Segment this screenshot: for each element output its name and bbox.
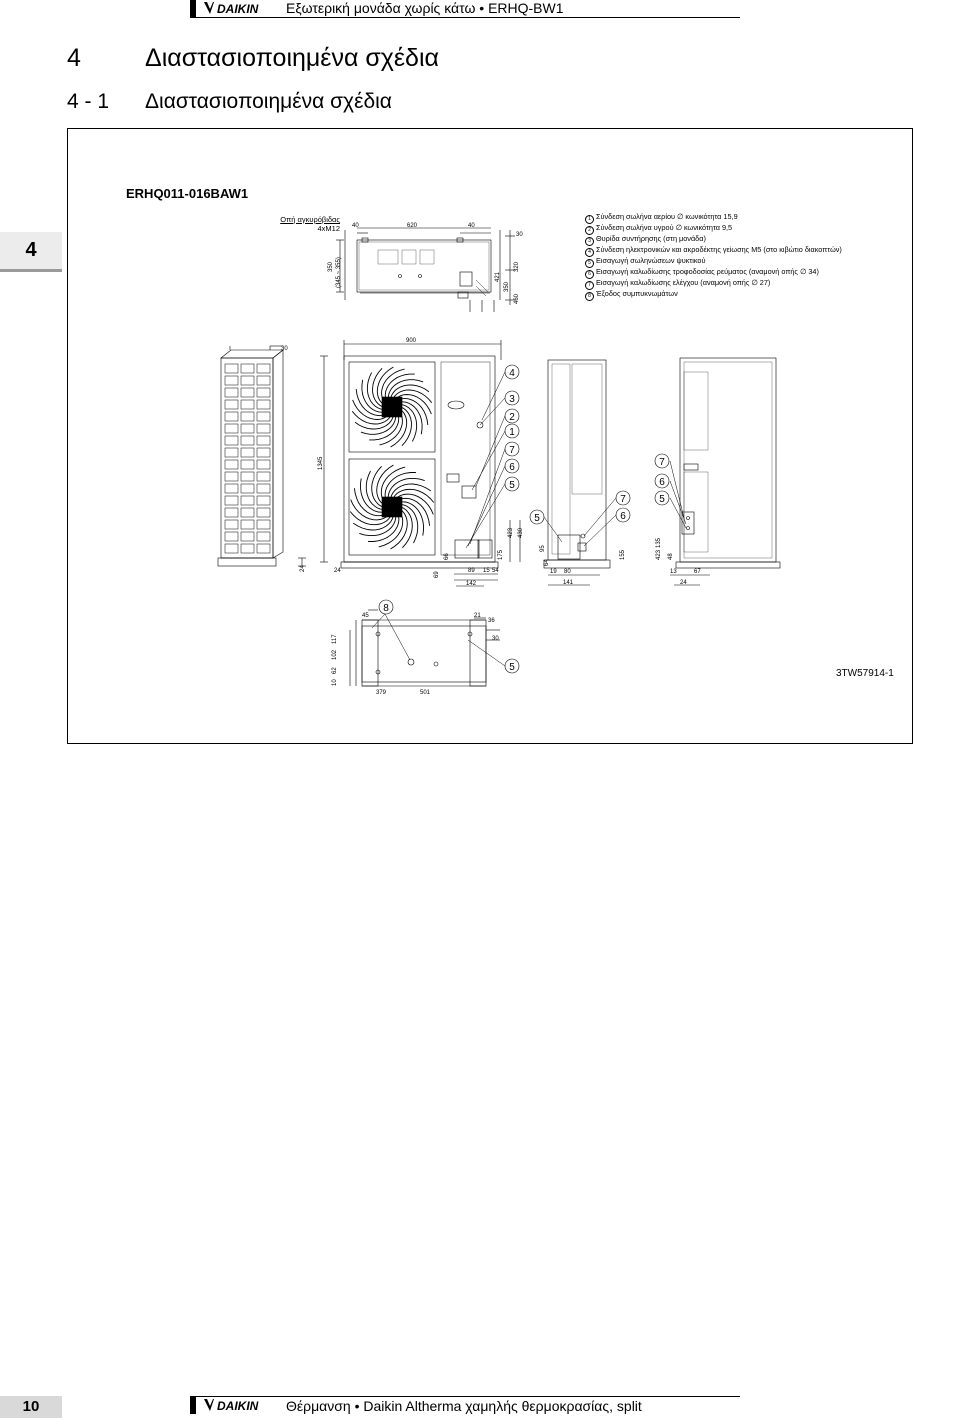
dim-label: 141 xyxy=(563,580,574,586)
dim-label: 19 xyxy=(550,569,557,575)
svg-text:2: 2 xyxy=(509,412,515,423)
callout-4 xyxy=(505,365,519,379)
anchor-hole-label: Οπή αγκυρόβιδας xyxy=(280,215,340,224)
dim-label: 117 xyxy=(332,634,338,644)
dim-label: 379 xyxy=(376,690,387,696)
page-footer xyxy=(190,1396,740,1414)
back-view xyxy=(656,358,780,586)
dim-label: 36 xyxy=(488,618,495,624)
dim-label: 430 xyxy=(518,527,524,538)
dim-label: 67 xyxy=(694,569,701,575)
callout-8 xyxy=(379,600,393,614)
callout-3 xyxy=(505,391,519,405)
section-title: Διαστασιοποιημένα σχέδια xyxy=(145,44,439,72)
legend-item: 6 Εισαγωγή καλωδίωσης τροφοδοσίας ρεύματος (αναμονή οπής ∅ 34) xyxy=(585,268,842,279)
svg-text:DAIKIN: DAIKIN xyxy=(217,2,259,15)
dim-label: 40 xyxy=(468,223,475,229)
dim-label: 1345 xyxy=(318,456,324,470)
svg-text:1: 1 xyxy=(509,427,515,438)
dim-label: 142 xyxy=(466,581,477,587)
svg-text:6: 6 xyxy=(509,462,515,473)
svg-text:5: 5 xyxy=(509,662,515,673)
dim-label: 421 xyxy=(495,271,501,282)
drawing-reference: 3TW57914-1 xyxy=(836,668,894,679)
page-number: 10 xyxy=(0,1396,62,1418)
dim-label: 24 xyxy=(334,568,341,574)
dim-label: 54 xyxy=(492,568,499,574)
dim-label: 80 xyxy=(564,569,571,575)
dim-label: 620 xyxy=(407,223,418,229)
callout-5 xyxy=(505,477,519,491)
dim-label: 13 xyxy=(670,569,677,575)
callout-5 xyxy=(655,491,669,505)
daikin-logo xyxy=(204,1398,280,1412)
model-code: ERHQ011-016BAW1 xyxy=(126,186,249,201)
bottom-view xyxy=(332,610,505,696)
svg-text:7: 7 xyxy=(509,445,515,456)
legend-item: 4 Σύνδεση ηλεκτρονικών και ακροδέκτης γείωσης M5 (στο κιβώτιο διακοπτών) xyxy=(585,246,842,257)
svg-text:5: 5 xyxy=(509,480,515,491)
top-view xyxy=(328,223,523,312)
dim-label: 40 xyxy=(352,223,359,229)
dim-label: 30 xyxy=(516,232,523,238)
dim-label: (345 ~ 355) xyxy=(336,257,342,288)
dim-label: 64 xyxy=(544,559,550,566)
dim-label: 24 xyxy=(680,580,687,586)
footer-bar xyxy=(190,1397,196,1414)
callout-5 xyxy=(530,510,544,524)
footer-title: Θέρμανση • Daikin Altherma χαμηλής θερμοκρασίας, split xyxy=(286,1398,642,1414)
fan-grilles xyxy=(350,367,434,549)
dim-label: 350 xyxy=(504,281,510,292)
legend-item: 7 Εισαγωγή καλωδίωσης ελέγχου (αναμονή οπής ∅ 27) xyxy=(585,279,842,290)
dim-label: 423 xyxy=(656,549,662,560)
legend-item: 5 Εισαγωγή σωληνώσεων ψυκτικού xyxy=(585,257,842,268)
section-number: 4 xyxy=(67,44,81,72)
callout-7 xyxy=(655,454,669,468)
svg-text:7: 7 xyxy=(620,494,626,505)
callout-7 xyxy=(505,442,519,456)
svg-text:3: 3 xyxy=(509,394,515,405)
callout-1 xyxy=(505,424,519,438)
svg-text:7: 7 xyxy=(659,457,665,468)
callout-2 xyxy=(505,409,519,423)
callout-6 xyxy=(655,474,669,488)
dim-label: 501 xyxy=(420,690,431,696)
dim-label: 135 xyxy=(656,537,662,548)
dim-label: 350 xyxy=(328,261,334,272)
legend-item: 8 Έξοδος συμπυκνωμάτων xyxy=(585,290,842,301)
dim-label: 102 xyxy=(332,649,338,660)
subsection-title: Διαστασιοποιημένα σχέδια xyxy=(145,90,392,113)
dim-label: 460 xyxy=(514,293,520,304)
callout-6 xyxy=(616,508,630,522)
svg-text:6: 6 xyxy=(659,477,665,488)
svg-text:5: 5 xyxy=(659,494,665,505)
svg-text:DAIKIN: DAIKIN xyxy=(217,1399,259,1412)
svg-text:5: 5 xyxy=(534,513,540,524)
dim-label: 900 xyxy=(406,338,417,344)
dim-label: 10 xyxy=(332,679,338,686)
dim-label: 95 xyxy=(540,545,546,552)
dim-label: 66 xyxy=(444,553,450,560)
legend-item: 2 Σύνδεση σωλήνα υγρού ∅ κωνικότητα 9,5 xyxy=(585,224,842,235)
legend-item: 3 Θυρίδα συντήρησης (στη μονάδα) xyxy=(585,235,842,246)
subsection-number: 4 - 1 xyxy=(67,90,110,113)
callout-7 xyxy=(616,491,630,505)
svg-text:6: 6 xyxy=(620,511,626,522)
dim-label: 62 xyxy=(332,667,338,674)
dim-label: 175 xyxy=(498,549,504,560)
dim-label: 15 xyxy=(483,568,490,574)
callout-leaders xyxy=(466,372,686,548)
dim-label: 69 xyxy=(434,571,440,578)
header-title: Εξωτερική μονάδα χωρίς κάτω • ERHQ-BW1 xyxy=(286,0,564,16)
dim-label: 89 xyxy=(468,568,475,574)
svg-text:8: 8 xyxy=(383,603,389,614)
front-view xyxy=(318,338,524,587)
dim-label: 320 xyxy=(514,261,520,272)
right-side-view xyxy=(540,360,626,586)
left-side-view xyxy=(218,346,306,572)
dim-label: 30 xyxy=(281,346,288,352)
dim-label: 45 xyxy=(362,613,369,619)
chapter-tab-number: 4 xyxy=(25,239,37,261)
dim-label: 24 xyxy=(300,565,306,572)
callout-5 xyxy=(505,659,519,673)
dim-label: 30 xyxy=(492,636,499,642)
dim-label: 423 xyxy=(508,527,514,538)
legend-item: 1 Σύνδεση σωλήνα αερίου ∅ κωνικότητα 15,9 xyxy=(585,213,842,224)
dim-label: 155 xyxy=(620,549,626,560)
side-grille xyxy=(225,364,270,553)
dim-label: 48 xyxy=(668,553,674,560)
dim-label: 21 xyxy=(474,613,481,619)
svg-text:4: 4 xyxy=(509,368,515,379)
callout-6 xyxy=(505,459,519,473)
anchor-hole-spec: 4xM12 xyxy=(317,224,340,233)
